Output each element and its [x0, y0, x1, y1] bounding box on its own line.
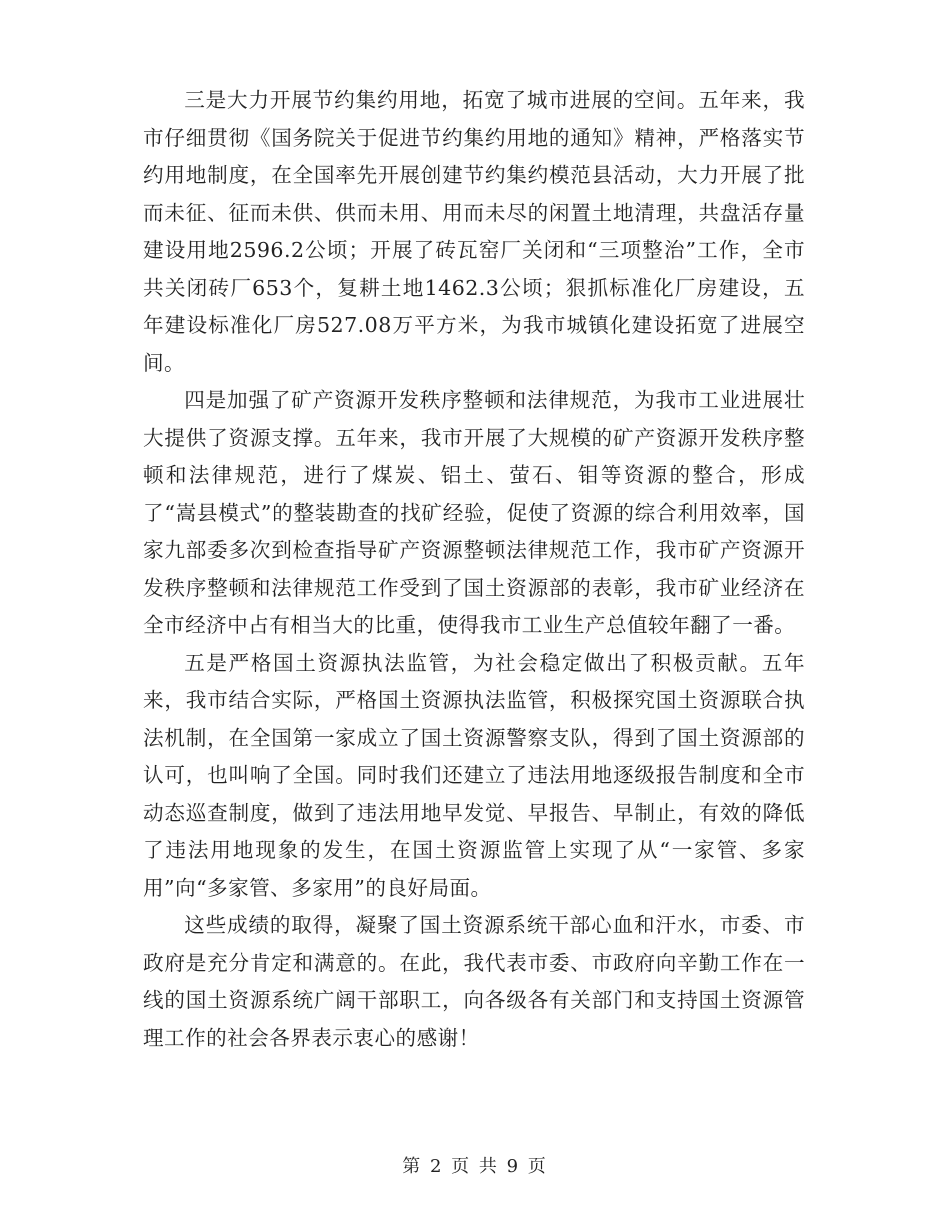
paragraph-mineral-resources: 四是加强了矿产资源开发秩序整顿和法律规范，为我市工业进展壮大提供了资源支撑。五年来，我市开展了大规模的矿产资源开发秩序整顿和法律规范，进行了煤炭、铝土、萤石、钼等资源的整合，形成了“嵩县模式”的整装勘查的找矿经验，促使了资源的综合利用效率，国家九部委多次到检查指导矿产资源整顿法律规范工作，我市矿产资源开发秩序整顿和法律规范工作受到了国土资源部的表彰，我市矿业经济在全市经济中占有相当大的比重，使得我市工业生产总值较年翻了一番。: [143, 388, 805, 637]
paragraph-land-use: 三是大力开展节约集约用地，拓宽了城市进展的空间。五年来，我市仔细贯彻《国务院关于促进节约集约用地的通知》精神，严格落实节约用地制度，在全国率先开展创建节约集约模范县活动，大力开展了批而未征、征而未供、供而未用、用而未尽的闲置土地清理，共盘活存量建设用地2596.2公顷；开展了砖瓦窑厂关闭和“三项整治”工作，全市共关闭砖厂653个，复耕土地1462.3公顷；狠抓标准化厂房建设，五年建设标准化厂房527.08万平方米，为我市城镇化建设拓宽了进展空间。: [143, 88, 805, 375]
page-number-footer: 第 2 页 共 9 页: [402, 1156, 548, 1177]
paragraph-acknowledgement: 这些成绩的取得，凝聚了国土资源系统干部心血和汗水，市委、市政府是充分肯定和满意的。在此，我代表市委、市政府向辛勤工作在一线的国土资源系统广阔干部职工，向各级各有关部门和支持国土资源管理工作的社会各界表示衷心的感谢！: [143, 913, 805, 1050]
paragraph-law-enforcement: 五是严格国土资源执法监管，为社会稳定做出了积极贡献。五年来，我市结合实际，严格国土资源执法监管，积极探究国土资源联合执法机制，在全国第一家成立了国土资源警察支队，得到了国土资源部的认可，也叫响了全国。同时我们还建立了违法用地逐级报告制度和全市动态巡查制度，做到了违法用地早发觉、早报告、早制止，有效的降低了违法用地现象的发生，在国土资源监管上实现了从“一家管、多家用”向“多家管、多家用”的良好局面。: [143, 650, 805, 900]
document-body: [143, 82, 805, 1057]
